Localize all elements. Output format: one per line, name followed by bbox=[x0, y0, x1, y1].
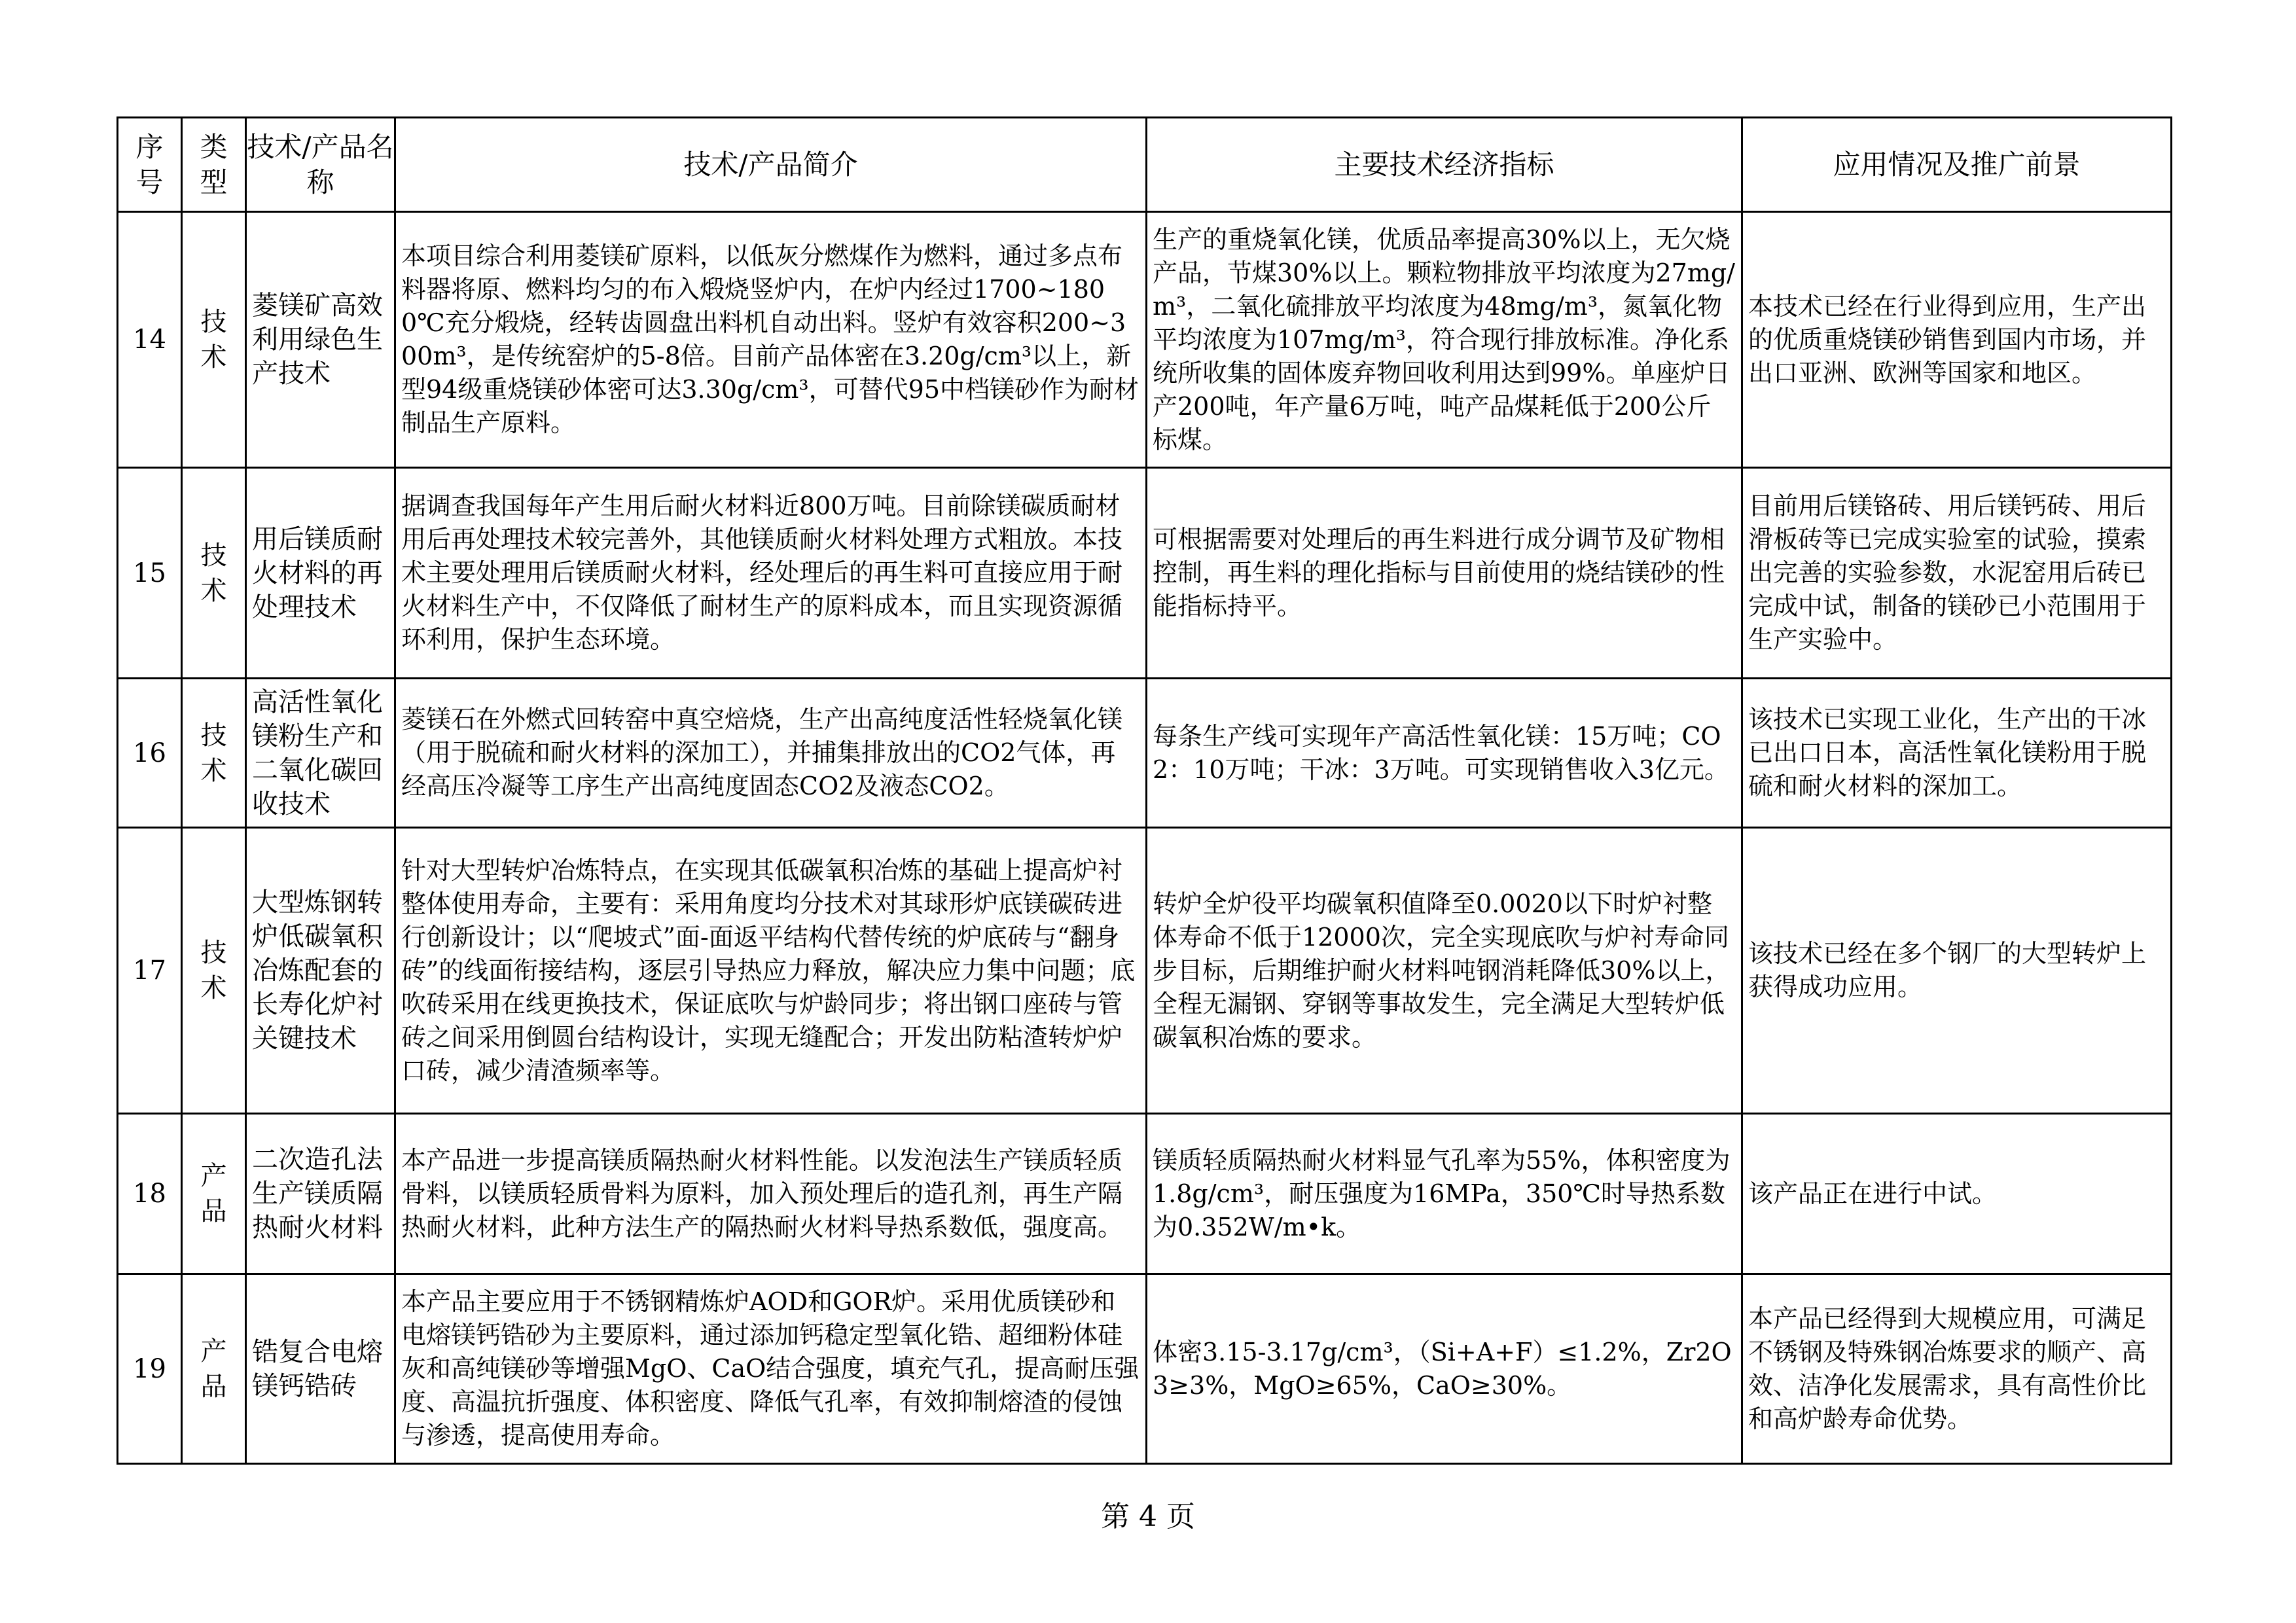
row-seq: 15 bbox=[118, 468, 182, 679]
row-application: 该产品正在进行中试。 bbox=[1742, 1114, 2172, 1274]
table-row bbox=[118, 212, 2172, 468]
row-type: 技术 bbox=[182, 679, 246, 828]
table-row bbox=[118, 1114, 2172, 1274]
row-metrics: 可根据需要对处理后的再生料进行成分调节及矿物相控制，再生料的理化指标与目前使用的烧结镁砂的性能指标持平。 bbox=[1147, 468, 1742, 679]
technology-catalog-table bbox=[117, 116, 2172, 1465]
header-name: 技术/产品名称 bbox=[246, 118, 395, 212]
header-metrics: 主要技术经济指标 bbox=[1147, 118, 1742, 212]
row-seq: 14 bbox=[118, 212, 182, 468]
row-metrics: 镁质轻质隔热耐火材料显气孔率为55%，体积密度为1.8g/cm³，耐压强度为16MPa，350℃时导热系数为0.352W/m•k。 bbox=[1147, 1114, 1742, 1274]
row-intro: 本产品进一步提高镁质隔热耐火材料性能。以发泡法生产镁质轻质骨料，以镁质轻质骨料为原料，加入预处理后的造孔剂，再生产隔热耐火材料，此种方法生产的隔热耐火材料导热系数低，强度高。 bbox=[395, 1114, 1147, 1274]
table-row bbox=[118, 679, 2172, 828]
row-metrics: 转炉全炉役平均碳氧积值降至0.0020以下时炉衬整体寿命不低于12000次，完全实现底吹与炉衬寿命同步目标，后期维护耐火材料吨钢消耗降低30%以上，全程无漏钢、穿钢等事故发生，完全满足大型转炉低碳氧积冶炼的要求。 bbox=[1147, 828, 1742, 1114]
header-intro: 技术/产品简介 bbox=[395, 118, 1147, 212]
table-row bbox=[118, 1274, 2172, 1464]
row-intro: 本项目综合利用菱镁矿原料，以低灰分燃煤作为燃料，通过多点布料器将原、燃料均匀的布入煅烧竖炉内，在炉内经过1700~1800℃充分煅烧，经转齿圆盘出料机自动出料。竖炉有效容积200~300m³，是传统窑炉的5-8倍。目前产品体密在3.20g/cm³以上，新型94级重烧镁砂体密可达3.30g/cm³，可替代95中档镁砂作为耐材制品生产原料。 bbox=[395, 212, 1147, 468]
row-metrics: 体密3.15-3.17g/cm³，（Si+A+F）≤1.2%，Zr2O3≥3%，MgO≥65%，CaO≥30%。 bbox=[1147, 1274, 1742, 1464]
table-header-row bbox=[118, 118, 2172, 212]
row-seq: 18 bbox=[118, 1114, 182, 1274]
row-intro: 本产品主要应用于不锈钢精炼炉AOD和GOR炉。采用优质镁砂和电熔镁钙锆砂为主要原料，通过添加钙稳定型氧化锆、超细粉体硅灰和高纯镁砂等增强MgO、CaO结合强度，填充气孔，提高耐压强度、高温抗折强度、体积密度、降低气孔率，有效抑制熔渣的侵蚀与渗透，提高使用寿命。 bbox=[395, 1274, 1147, 1464]
row-name: 二次造孔法生产镁质隔热耐火材料 bbox=[246, 1114, 395, 1274]
row-type: 技术 bbox=[182, 828, 246, 1114]
table-row bbox=[118, 828, 2172, 1114]
row-name: 锆复合电熔镁钙锆砖 bbox=[246, 1274, 395, 1464]
row-type: 产品 bbox=[182, 1274, 246, 1464]
row-seq: 17 bbox=[118, 828, 182, 1114]
row-intro: 针对大型转炉冶炼特点，在实现其低碳氧积冶炼的基础上提高炉衬整体使用寿命，主要有：采用角度均分技术对其球形炉底镁碳砖进行创新设计；以“爬坡式”面-面返平结构代替传统的炉底砖与“翻身砖”的线面衔接结构，逐层引导热应力释放，解决应力集中问题；底吹砖采用在线更换技术，保证底吹与炉龄同步；将出钢口座砖与管砖之间采用倒圆台结构设计，实现无缝配合；开发出防粘渣转炉炉口砖，减少清渣频率等。 bbox=[395, 828, 1147, 1114]
row-name: 大型炼钢转炉低碳氧积冶炼配套的长寿化炉衬关键技术 bbox=[246, 828, 395, 1114]
row-type: 技术 bbox=[182, 212, 246, 468]
page-number: 第 4 页 bbox=[1101, 1500, 1195, 1533]
row-type: 技术 bbox=[182, 468, 246, 679]
table-row bbox=[118, 468, 2172, 679]
row-application: 该技术已实现工业化，生产出的干冰已出口日本，高活性氧化镁粉用于脱硫和耐火材料的深加工。 bbox=[1742, 679, 2172, 828]
row-name: 菱镁矿高效利用绿色生产技术 bbox=[246, 212, 395, 468]
header-type: 类型 bbox=[182, 118, 246, 212]
row-metrics: 每条生产线可实现年产高活性氧化镁：15万吨；CO2：10万吨；干冰：3万吨。可实现销售收入3亿元。 bbox=[1147, 679, 1742, 828]
row-intro: 据调查我国每年产生用后耐火材料近800万吨。目前除镁碳质耐材用后再处理技术较完善外，其他镁质耐火材料处理方式粗放。本技术主要处理用后镁质耐火材料，经处理后的再生料可直接应用于耐火材料生产中，不仅降低了耐材生产的原料成本，而且实现资源循环利用，保护生态环境。 bbox=[395, 468, 1147, 679]
row-application: 本技术已经在行业得到应用，生产出的优质重烧镁砂销售到国内市场，并出口亚洲、欧洲等国家和地区。 bbox=[1742, 212, 2172, 468]
row-seq: 19 bbox=[118, 1274, 182, 1464]
row-type: 产品 bbox=[182, 1114, 246, 1274]
row-name: 高活性氧化镁粉生产和二氧化碳回收技术 bbox=[246, 679, 395, 828]
row-name: 用后镁质耐火材料的再处理技术 bbox=[246, 468, 395, 679]
row-application: 该技术已经在多个钢厂的大型转炉上获得成功应用。 bbox=[1742, 828, 2172, 1114]
header-seq: 序号 bbox=[118, 118, 182, 212]
row-intro: 菱镁石在外燃式回转窑中真空焙烧，生产出高纯度活性轻烧氧化镁（用于脱硫和耐火材料的深加工），并捕集排放出的CO2气体，再经高压冷凝等工序生产出高纯度固态CO2及液态CO2。 bbox=[395, 679, 1147, 828]
row-seq: 16 bbox=[118, 679, 182, 828]
row-application: 本产品已经得到大规模应用，可满足不锈钢及特殊钢冶炼要求的顺产、高效、洁净化发展需求，具有高性价比和高炉龄寿命优势。 bbox=[1742, 1274, 2172, 1464]
header-application: 应用情况及推广前景 bbox=[1742, 118, 2172, 212]
row-application: 目前用后镁铬砖、用后镁钙砖、用后滑板砖等已完成实验室的试验，摸索出完善的实验参数，水泥窑用后砖已完成中试，制备的镁砂已小范围用于生产实验中。 bbox=[1742, 468, 2172, 679]
row-metrics: 生产的重烧氧化镁，优质品率提高30%以上，无欠烧产品，节煤30%以上。颗粒物排放平均浓度为27mg/m³，二氧化硫排放平均浓度为48mg/m³，氮氧化物平均浓度为107mg/m³，符合现行排放标准。净化系统所收集的固体废弃物回收利用达到99%。单座炉日产200吨，年产量6万吨，吨产品煤耗低于200公斤标煤。 bbox=[1147, 212, 1742, 468]
